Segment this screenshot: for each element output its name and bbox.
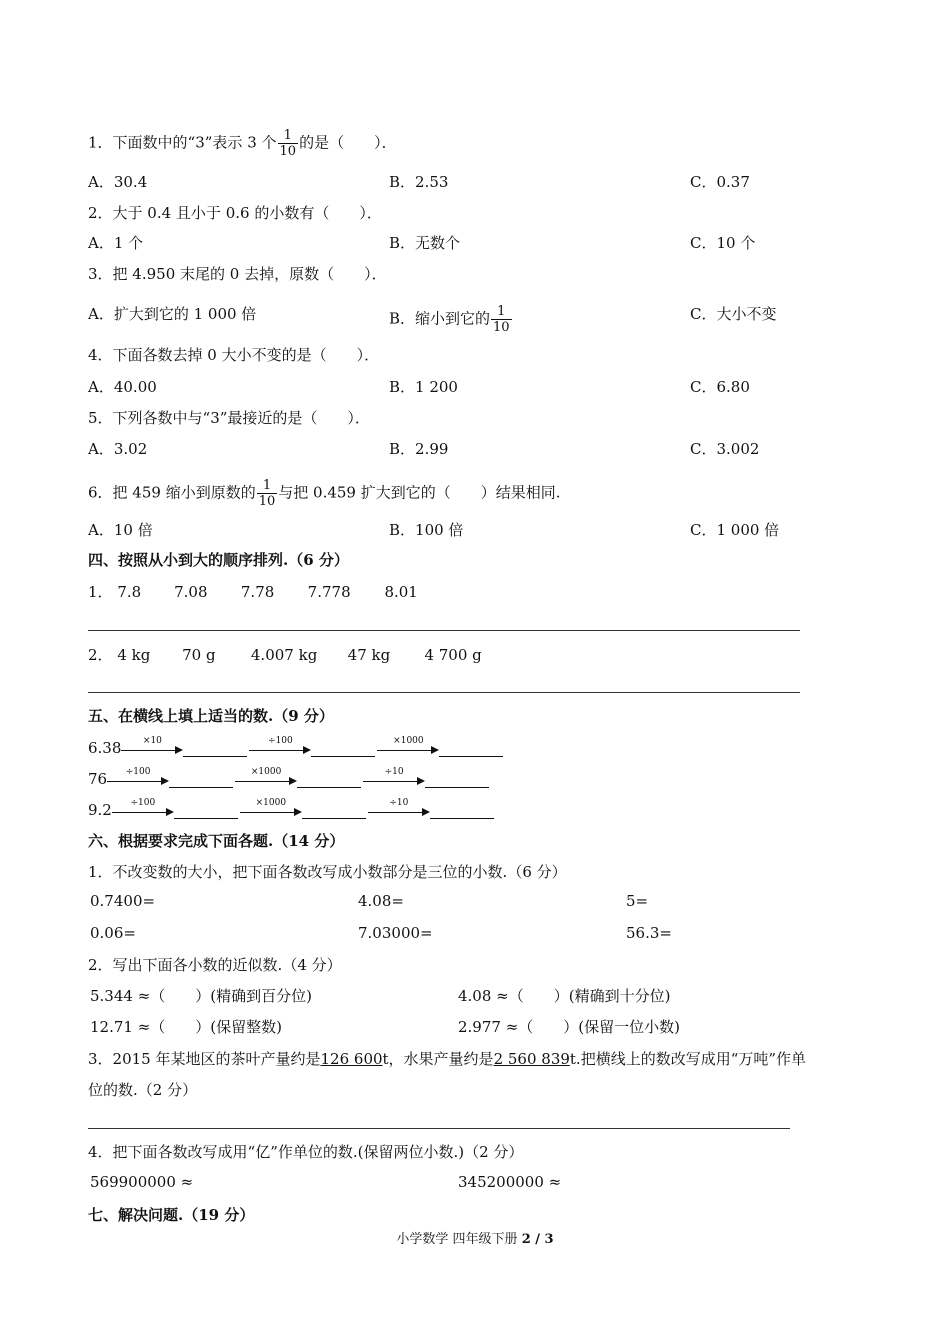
option-text: B．无数个 bbox=[389, 234, 461, 252]
stem-text: 5．下列各数中与“3”最接近的是（ ）． bbox=[88, 409, 370, 427]
page-number: 2 / 3 bbox=[521, 1232, 554, 1247]
sort-item: 4 700 g bbox=[424, 646, 482, 664]
option-text: B．2.99 bbox=[389, 440, 449, 458]
rewrite-item[interactable]: 5= bbox=[626, 892, 649, 910]
option-text: A．40.00 bbox=[88, 378, 157, 396]
option-c[interactable] bbox=[690, 439, 759, 459]
section4-title: 四、按照从小到大的顺序排列.（6 分） bbox=[88, 551, 349, 569]
question-stem bbox=[88, 345, 379, 365]
option-text: C．10 个 bbox=[690, 234, 756, 252]
fraction-numerator: 1 bbox=[278, 128, 299, 144]
arrow-icon bbox=[112, 800, 174, 820]
sort-item: 7.778 bbox=[307, 583, 351, 601]
option-text: C．0.37 bbox=[690, 173, 750, 191]
stem-text: 6．把 459 缩小到原数的 bbox=[88, 483, 256, 502]
sort-item: 7.8 bbox=[117, 583, 142, 601]
option-c[interactable] bbox=[690, 520, 779, 540]
section5-title: 五、在横线上填上适当的数.（9 分） bbox=[88, 707, 334, 725]
option-text: C．6.80 bbox=[690, 378, 750, 396]
option-text: B．1 200 bbox=[389, 378, 458, 396]
section4-q2-label: 2． bbox=[88, 646, 113, 664]
q3-underlined-number: 2 560 839 bbox=[493, 1050, 570, 1068]
q3-text: t，水果产量约是 bbox=[382, 1050, 494, 1068]
option-text: A．3.02 bbox=[88, 440, 148, 458]
option-b[interactable] bbox=[389, 520, 463, 540]
option-a[interactable] bbox=[88, 377, 157, 397]
option-text: A．1 个 bbox=[88, 234, 144, 252]
option-text: A．30.4 bbox=[88, 173, 148, 191]
section4-q1-label: 1． bbox=[88, 583, 113, 601]
operation-chain bbox=[88, 800, 496, 820]
option-text: B．100 倍 bbox=[389, 521, 464, 539]
option-b[interactable] bbox=[389, 172, 448, 192]
section6-q4: 4．把下面各数改写成用“亿”作单位的数.(保留两位小数.)（2 分） bbox=[88, 1143, 524, 1161]
arrow-icon bbox=[107, 769, 169, 789]
answer-blank[interactable] bbox=[169, 769, 233, 788]
operation-label: ÷100 bbox=[268, 736, 293, 746]
page-footer bbox=[0, 1230, 950, 1250]
option-c[interactable] bbox=[690, 172, 750, 192]
arrow-icon bbox=[368, 800, 430, 820]
question-stem bbox=[88, 203, 382, 223]
option-text: B．缩小到它的 bbox=[389, 309, 491, 328]
operation-label: ×1000 bbox=[250, 767, 282, 777]
stem-text: 的是（ ）． bbox=[299, 133, 397, 152]
q3-underlined-number: 126 600 bbox=[320, 1050, 383, 1068]
approx-item[interactable]: 5.344 ≈（ ）(精确到百分位) bbox=[90, 987, 312, 1005]
chain-start-number: 6.38 bbox=[88, 739, 122, 757]
option-text: C．大小不变 bbox=[690, 305, 777, 323]
stem-text: 4．下面各数去掉 0 大小不变的是（ ）． bbox=[88, 346, 380, 364]
arrow-icon bbox=[235, 769, 297, 789]
rewrite-item[interactable]: 4.08= bbox=[358, 892, 404, 910]
rewrite-item[interactable]: 0.7400= bbox=[90, 892, 156, 910]
answer-line[interactable] bbox=[88, 1128, 790, 1129]
section7-title: 七、解决问题.（19 分） bbox=[88, 1206, 255, 1224]
question-stem bbox=[88, 478, 561, 509]
q3-text: t.把横线上的数改写成用“万吨”作单 bbox=[569, 1050, 807, 1068]
question-stem bbox=[88, 408, 370, 428]
operation-chain bbox=[88, 738, 505, 758]
sort-item: 70 g bbox=[182, 646, 216, 664]
arrow-icon bbox=[240, 800, 302, 820]
arrow-icon bbox=[377, 738, 439, 758]
operation-label: ×1000 bbox=[255, 798, 287, 808]
option-b[interactable] bbox=[389, 439, 448, 459]
operation-label: ÷100 bbox=[125, 767, 151, 777]
rewrite-item[interactable]: 56.3= bbox=[626, 924, 672, 942]
fraction-denominator: 10 bbox=[493, 320, 510, 335]
sort-item: 47 kg bbox=[347, 646, 391, 664]
answer-line[interactable] bbox=[88, 630, 800, 631]
fraction bbox=[257, 478, 278, 509]
arrow-icon bbox=[249, 738, 311, 758]
arrow-icon bbox=[363, 769, 425, 789]
option-a[interactable] bbox=[88, 520, 153, 540]
option-b[interactable] bbox=[389, 233, 460, 253]
sort-item: 7.78 bbox=[240, 583, 275, 601]
stem-text: 2．大于 0.4 且小于 0.6 的小数有（ ）． bbox=[88, 204, 382, 222]
rewrite-item[interactable]: 0.06= bbox=[90, 924, 136, 942]
option-text: A．10 倍 bbox=[88, 521, 153, 539]
option-c[interactable] bbox=[690, 233, 755, 253]
answer-blank[interactable] bbox=[297, 769, 361, 788]
answer-blank[interactable] bbox=[425, 769, 489, 788]
answer-line[interactable] bbox=[88, 692, 800, 693]
fraction bbox=[491, 304, 512, 335]
operation-label: ÷10 bbox=[384, 767, 404, 777]
operation-label: ÷10 bbox=[389, 798, 409, 808]
approx-item[interactable]: 2.977 ≈（ ）(保留一位小数) bbox=[458, 1018, 680, 1036]
section6-q3 bbox=[88, 1049, 806, 1069]
option-text: C．3.002 bbox=[690, 440, 760, 458]
option-text: A．扩大到它的 1 000 倍 bbox=[88, 305, 257, 323]
approx-item[interactable]: 12.71 ≈（ ）(保留整数) bbox=[90, 1018, 282, 1036]
stem-text: 1．下面数中的“3”表示 3 个 bbox=[88, 133, 277, 152]
section4-q2 bbox=[88, 645, 482, 665]
sort-item: 4 kg bbox=[117, 646, 151, 664]
answer-blank[interactable] bbox=[430, 800, 494, 819]
sort-item: 8.01 bbox=[384, 583, 418, 601]
section4-q1 bbox=[88, 582, 418, 602]
operation-label: ×10 bbox=[142, 736, 162, 746]
fraction bbox=[278, 128, 299, 159]
question-stem bbox=[88, 264, 387, 284]
fraction-numerator: 1 bbox=[257, 478, 278, 494]
option-a[interactable] bbox=[88, 233, 143, 253]
yi-item[interactable]: 345200000 ≈ bbox=[458, 1173, 562, 1191]
fraction-denominator: 10 bbox=[279, 144, 297, 159]
sort-item: 4.007 kg bbox=[250, 646, 318, 664]
option-a[interactable] bbox=[88, 304, 256, 324]
fraction-denominator: 10 bbox=[258, 494, 276, 509]
operation-label: ×1000 bbox=[393, 736, 424, 746]
question-stem bbox=[88, 128, 397, 159]
stem-text: 3．把 4.950 末尾的 0 去掉，原数（ ）． bbox=[88, 265, 387, 283]
section6-q3-line2: 位的数.（2 分） bbox=[88, 1081, 198, 1099]
approx-item[interactable]: 4.08 ≈（ ）(精确到十分位) bbox=[458, 987, 671, 1005]
option-b[interactable] bbox=[389, 304, 513, 335]
section6-title: 六、根据要求完成下面各题.（14 分） bbox=[88, 832, 345, 850]
section6-q2: 2．写出下面各小数的近似数.（4 分） bbox=[88, 956, 342, 974]
option-c[interactable] bbox=[690, 304, 776, 324]
yi-item[interactable]: 569900000 ≈ bbox=[90, 1173, 194, 1191]
operation-chain bbox=[88, 769, 491, 789]
footer-text: 小学数学 四年级下册 bbox=[396, 1232, 518, 1247]
section6-q1: 1．不改变数的大小，把下面各数改写成小数部分是三位的小数.（6 分） bbox=[88, 863, 567, 881]
option-a[interactable] bbox=[88, 439, 147, 459]
arrow-icon bbox=[121, 738, 183, 758]
option-text: C．1 000 倍 bbox=[690, 521, 780, 539]
fraction-numerator: 1 bbox=[491, 304, 512, 320]
answer-blank[interactable] bbox=[302, 800, 366, 819]
answer-blank[interactable] bbox=[174, 800, 238, 819]
sort-item: 7.08 bbox=[174, 583, 208, 601]
answer-blank[interactable] bbox=[439, 738, 503, 757]
stem-text: 与把 0.459 扩大到它的（ ）结果相同. bbox=[278, 483, 561, 502]
answer-blank[interactable] bbox=[183, 738, 247, 757]
chain-start-number: 9.2 bbox=[88, 801, 112, 819]
chain-start-number: 76 bbox=[88, 770, 108, 788]
answer-blank[interactable] bbox=[311, 738, 375, 757]
rewrite-item[interactable]: 7.03000= bbox=[358, 924, 433, 942]
option-b[interactable] bbox=[389, 377, 458, 397]
option-a[interactable] bbox=[88, 172, 147, 192]
q3-text: 3．2015 年某地区的茶叶产量约是 bbox=[88, 1050, 321, 1068]
option-c[interactable] bbox=[690, 377, 750, 397]
option-text: B．2.53 bbox=[389, 173, 449, 191]
operation-label: ÷100 bbox=[130, 798, 156, 808]
